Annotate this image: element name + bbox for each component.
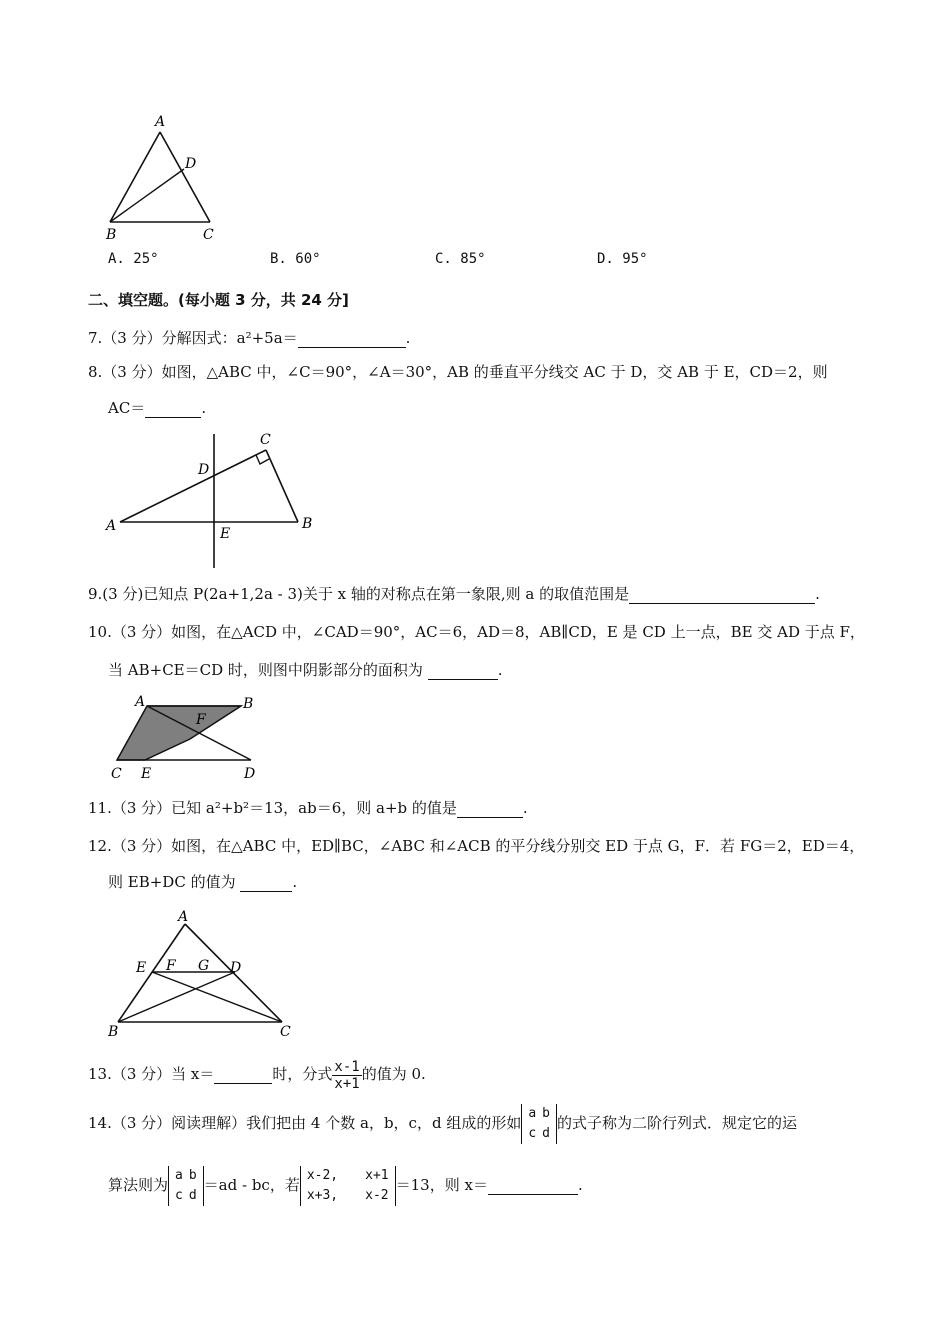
- q10-figure: [105, 690, 265, 784]
- fig12-label-f: F: [166, 958, 176, 974]
- q14-determinant-equation: [300, 1166, 396, 1206]
- q14-end: .: [577, 1176, 583, 1194]
- q13-pre: 13.（3 分）当 x＝: [88, 1065, 215, 1083]
- fig10-label-b: B: [243, 696, 254, 712]
- q8-figure: [100, 428, 330, 574]
- q8-end: .: [201, 399, 207, 417]
- fig10-label-c: C: [111, 766, 122, 782]
- fig12-label-a: A: [178, 909, 189, 925]
- det2-d: x-2: [365, 1188, 389, 1203]
- question-10-line1: 10.（3 分）如图，在△ACD 中，∠CAD＝90°，AC＝6，AD＝8，AB∥CD，E 是 CD 上一点，BE 交 AD 于点 F，: [88, 623, 865, 641]
- fig12-label-d: D: [230, 960, 242, 976]
- option-c: C. 85°: [435, 251, 486, 267]
- q9-answer-blank: [629, 587, 815, 604]
- option-b: B. 60°: [270, 251, 321, 267]
- question-12-line2: [108, 872, 297, 892]
- fig12-label-e: E: [136, 960, 147, 976]
- section-heading: 二、填空题。(每小题 3 分，共 24 分]: [88, 291, 349, 309]
- q9-text: 9.(3 分)已知点 P(2a+1,2a - 3)关于 x 轴的对称点在第一象限,则 a 的取值范围是: [88, 585, 630, 603]
- q10-end: .: [497, 661, 503, 679]
- q8-answer-blank: [145, 401, 201, 418]
- det1b-a: a: [175, 1168, 183, 1183]
- q13-numerator: x-1: [334, 1058, 360, 1075]
- question-14-line2: [108, 1162, 583, 1208]
- det1b-c: c: [175, 1188, 183, 1203]
- q6-figure: [100, 112, 230, 246]
- det1-b: b: [542, 1106, 550, 1121]
- question-7: [88, 328, 410, 348]
- question-13: [88, 1054, 426, 1094]
- q12-end: .: [292, 873, 298, 891]
- q12-text: 则 EB+DC 的值为: [108, 873, 236, 891]
- q13-denominator: x+1: [334, 1075, 360, 1092]
- det1b-b: b: [188, 1168, 197, 1183]
- det1-c: c: [528, 1126, 537, 1141]
- q7-end: .: [405, 329, 411, 347]
- q11-text: 11.（3 分）已知 a²+b²＝13，ab＝6，则 a+b 的值是: [88, 799, 457, 817]
- q13-answer-blank: [214, 1067, 272, 1084]
- fig10-label-f: F: [196, 712, 206, 728]
- q11-end: .: [522, 799, 528, 817]
- q10-text: 当 AB+CE＝CD 时，则图中阴影部分的面积为: [108, 661, 423, 679]
- option-a: A. 25°: [108, 251, 159, 267]
- option-d: D. 95°: [597, 251, 648, 267]
- fig12-label-g: G: [198, 958, 210, 974]
- q14-post: 的式子称为二阶行列式．规定它的运: [557, 1114, 798, 1132]
- det1-d: d: [542, 1126, 550, 1141]
- q7-answer-blank: [298, 331, 406, 348]
- fig10-label-e: E: [141, 766, 152, 782]
- fig8-label-b: B: [302, 516, 313, 532]
- fig8-label-a: A: [106, 518, 117, 534]
- det1b-d: d: [188, 1188, 197, 1203]
- fig8-label-e: E: [220, 526, 231, 542]
- q7-text: 7.（3 分）分解因式：a²+5a＝: [88, 329, 298, 347]
- fig6-label-b: B: [106, 227, 117, 243]
- q12-answer-blank: [240, 875, 292, 892]
- question-8-line1: 8.（3 分）如图，△ABC 中，∠C＝90°，∠A＝30°，AB 的垂直平分线交 AC 于 D，交 AB 于 E，CD＝2，则: [88, 363, 828, 381]
- question-11: [88, 798, 528, 818]
- q10-answer-blank: [428, 663, 498, 680]
- q14-line2-eq: ＝13，则 x＝: [395, 1176, 488, 1194]
- question-14-line1: [88, 1100, 797, 1146]
- fig10-label-a: A: [135, 694, 146, 710]
- fig8-label-d: D: [198, 462, 210, 478]
- question-12-line1: 12.（3 分）如图，在△ABC 中，ED∥BC，∠ABC 和∠ACB 的平分线分别交 ED 于点 G，F．若 FG＝2，ED＝4，: [88, 837, 865, 855]
- fig12-label-b: B: [108, 1024, 119, 1040]
- q12-figure: [100, 904, 300, 1044]
- det2-c: x+3,: [306, 1188, 339, 1203]
- q11-answer-blank: [457, 801, 523, 818]
- q14-determinant-rule: [168, 1166, 204, 1206]
- q13-post: 的值为 0.: [361, 1065, 426, 1083]
- q14-answer-blank: [488, 1178, 578, 1195]
- det1-a: a: [528, 1106, 537, 1121]
- q14-line2-pre: 算法则为: [108, 1176, 169, 1194]
- fig6-label-c: C: [203, 227, 214, 243]
- q9-end: .: [815, 585, 820, 603]
- fig6-label-d: D: [185, 156, 197, 172]
- q14-determinant-general: [521, 1104, 557, 1144]
- det2-a: x-2,: [306, 1168, 339, 1183]
- fig6-label-a: A: [155, 114, 166, 130]
- fig10-label-d: D: [244, 766, 256, 782]
- fig8-label-c: C: [260, 432, 271, 448]
- question-10-line2: [108, 660, 502, 680]
- fig12-label-c: C: [280, 1024, 291, 1040]
- q14-pre: 14.（3 分）阅读理解）我们把由 4 个数 a，b，c，d 组成的形如: [88, 1114, 522, 1132]
- q13-mid: 时，分式: [272, 1065, 333, 1083]
- q8-text: AC＝: [108, 399, 146, 417]
- question-9: [88, 584, 820, 604]
- question-8-line2: [108, 398, 206, 418]
- q14-line2-mid: ＝ad - bc，若: [203, 1176, 300, 1194]
- q13-fraction: [332, 1059, 361, 1092]
- det2-b: x+1: [365, 1168, 389, 1183]
